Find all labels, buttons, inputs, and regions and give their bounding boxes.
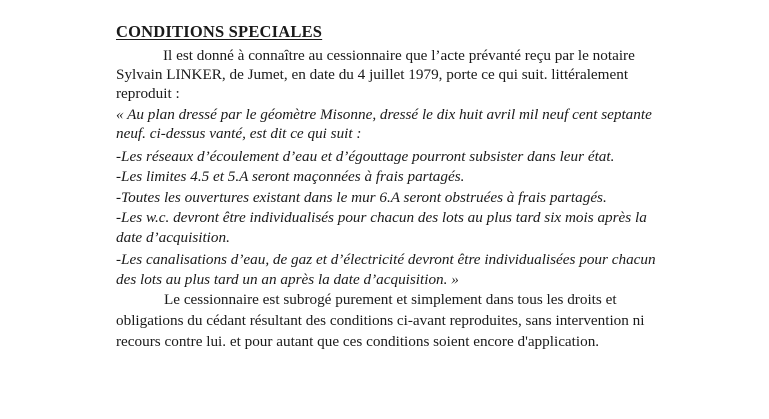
text-line: date d’acquisition. (116, 229, 230, 246)
text-line: -Les canalisations d’eau, de gaz et d’électricité devront être individualisées pour chacun (116, 251, 656, 268)
text-line: Sylvain LINKER, de Jumet, en date du 4 juillet 1979, porte ce qui suit. littéralement (116, 66, 629, 83)
text-line: recours contre lui. et pour autant que ces conditions soient encore d'application. (116, 333, 600, 350)
text-line: reproduit : (116, 85, 180, 102)
text-line: neuf. ci-dessus vanté, est dit ce qui suit : (116, 125, 362, 142)
text-line: des lots au plus tard un an après la date d’acquisition. » (116, 271, 459, 288)
section-heading: CONDITIONS SPECIALES (116, 22, 323, 41)
text-line: -Les réseaux d’écoulement d’eau et d’égouttage pourront subsister dans leur état. (116, 148, 615, 165)
text-line: obligations du cédant résultant des conditions ci-avant reproduites, sans intervention ni (116, 312, 645, 329)
text-line: Le cessionnaire est subrogé purement et simplement dans tous les droits et (164, 291, 617, 308)
text-line: -Les w.c. devront être individualisés pour chacun des lots au plus tard six mois après la (116, 209, 647, 226)
text-line: Il est donné à connaître au cessionnaire que l’acte prévanté reçu par le notaire (163, 47, 635, 64)
text-line: « Au plan dressé par le géomètre Misonne, dressé le dix huit avril mil neuf cent septante (116, 106, 652, 123)
text-line: -Toutes les ouvertures existant dans le mur 6.A seront obstruées à frais partagés. (116, 189, 607, 206)
text-line: -Les limites 4.5 et 5.A seront maçonnées à frais partagés. (116, 168, 465, 185)
